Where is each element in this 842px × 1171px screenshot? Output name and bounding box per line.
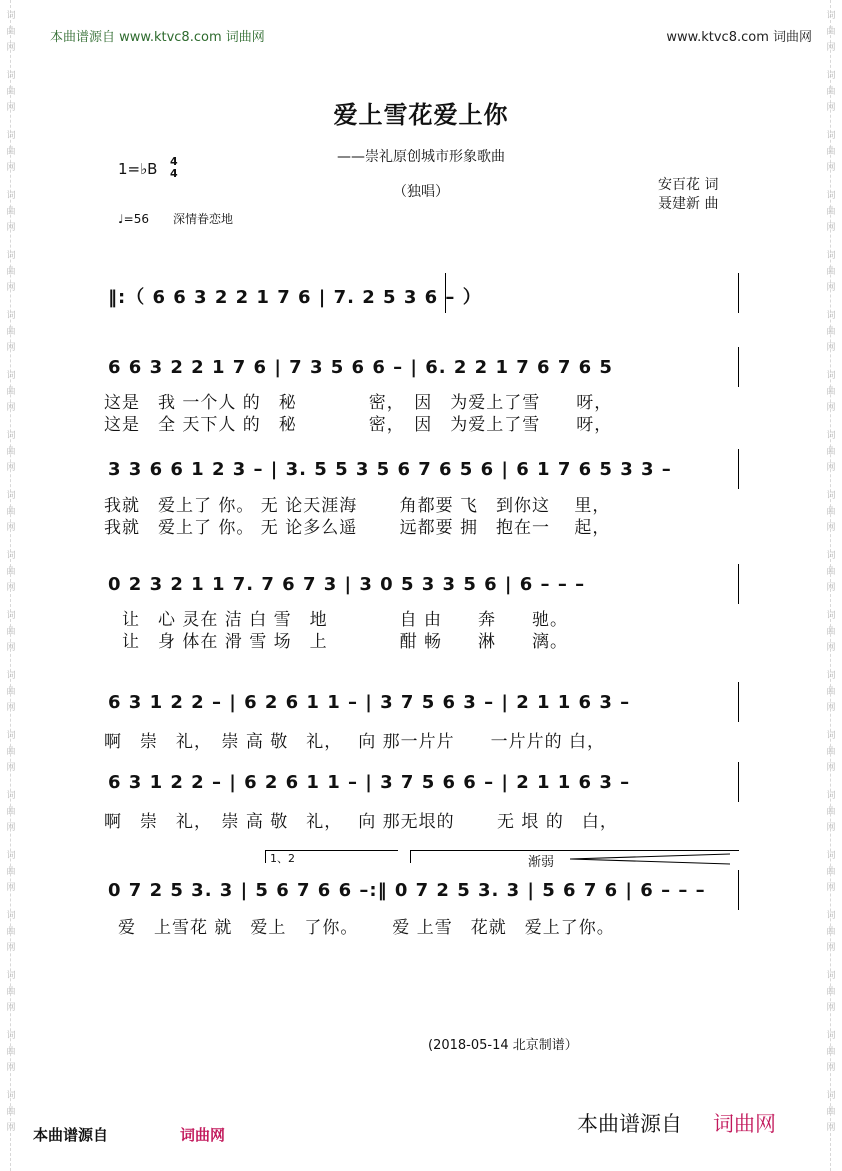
watermark-char: 网 (826, 583, 836, 593)
watermark-char: 词 (6, 131, 16, 141)
watermark-char: 曲 (826, 987, 836, 997)
watermark-char: 曲 (826, 507, 836, 517)
watermark-char: 曲 (826, 927, 836, 937)
watermark-char: 网 (826, 823, 836, 833)
watermark-char: 网 (6, 583, 16, 593)
watermark-char: 网 (6, 343, 16, 353)
date-note: (2018-05-14 北京制谱） (428, 1038, 578, 1053)
watermark-char: 曲 (6, 807, 16, 817)
watermark-char: 词 (6, 251, 16, 261)
watermark-char: 网 (826, 523, 836, 533)
watermark-char: 曲 (826, 447, 836, 457)
watermark-char: 曲 (826, 327, 836, 337)
watermark-char: 曲 (6, 1047, 16, 1057)
watermark-char: 曲 (826, 687, 836, 697)
score-row-6-lyric-1: 啊 崇 礼， 崇 高 敬 礼， 向 那无垠的 无 垠 的 白， (104, 812, 618, 832)
score-row-1-notes: ‖:（ 6 6 3 2 2 1 7 6 | 7. 2 5 3 6 – ） (108, 287, 482, 308)
barline-final (738, 870, 739, 910)
watermark-char: 词 (6, 191, 16, 201)
barline (738, 273, 739, 313)
watermark-char: 词 (826, 611, 836, 621)
watermark-char: 词 (6, 311, 16, 321)
watermark-char: 曲 (6, 987, 16, 997)
watermark-char: 网 (6, 223, 16, 233)
score-row-2-lyric-2: 这是 全 天下人 的 秘 密， 因 为爱上了雪 呀， (104, 415, 613, 435)
watermark-char: 曲 (6, 207, 16, 217)
score-row-4-lyric-2: 让 身 体在 滑 雪 场 上 酣 畅 淋 漓。 (104, 632, 569, 652)
score-row-3-notes: 3 3 6 6 1 2 3 – | 3. 5 5 3 5 6 7 6 5 6 | 6 1 7 6 5 3 3 – (108, 459, 672, 480)
watermark-char: 词 (826, 251, 836, 261)
watermark-char: 网 (826, 1063, 836, 1073)
watermark-char: 曲 (6, 927, 16, 937)
watermark-char: 曲 (826, 567, 836, 577)
watermark-char: 网 (826, 43, 836, 53)
watermark-char: 网 (826, 943, 836, 953)
watermark-char: 曲 (826, 807, 836, 817)
watermark-char: 词 (826, 431, 836, 441)
footer-left-site-link[interactable]: 词曲网 (180, 1126, 226, 1144)
watermark-char: 网 (826, 163, 836, 173)
watermark-char: 网 (826, 883, 836, 893)
watermark-char: 曲 (6, 1107, 16, 1117)
watermark-char: 曲 (6, 867, 16, 877)
watermark-char: 曲 (6, 327, 16, 337)
watermark-char: 网 (826, 463, 836, 473)
watermark-char: 网 (6, 703, 16, 713)
watermark-char: 网 (826, 223, 836, 233)
watermark-char: 曲 (826, 867, 836, 877)
watermark-char: 曲 (6, 447, 16, 457)
watermark-char: 网 (6, 763, 16, 773)
watermark-char: 曲 (826, 147, 836, 157)
watermark-char: 词 (6, 491, 16, 501)
barline (738, 762, 739, 802)
time-sig-top: 4 (170, 155, 178, 168)
watermark-char: 网 (6, 823, 16, 833)
watermark-char: 曲 (6, 87, 16, 97)
time-signature (170, 156, 178, 180)
watermark-char: 曲 (826, 387, 836, 397)
watermark-char: 曲 (6, 27, 16, 37)
score-row-2-notes: 6 6 3 2 2 1 7 6 | 7 3 5 6 6 – | 6. 2 2 1 7 6 7 6 5 (108, 357, 613, 378)
watermark-char: 网 (826, 1003, 836, 1013)
watermark-char: 词 (6, 1091, 16, 1101)
watermark-char: 词 (826, 1031, 836, 1041)
watermark-char: 网 (6, 883, 16, 893)
footer-left-source: 本曲谱源自 (33, 1126, 109, 1144)
watermark-char: 词 (826, 671, 836, 681)
watermark-char: 词 (6, 371, 16, 381)
watermark-char: 网 (826, 343, 836, 353)
watermark-char: 词 (826, 131, 836, 141)
score-row-5-notes: 6 3 1 2 2 – | 6 2 6 1 1 – | 3 7 5 6 3 – | 2 1 1 6 3 – (108, 692, 631, 713)
watermark-char: 词 (826, 311, 836, 321)
watermark-char: 曲 (6, 507, 16, 517)
watermark-char: 词 (6, 731, 16, 741)
watermark-char: 词 (6, 1031, 16, 1041)
lyricist-credit: 安百花 词 (658, 177, 719, 193)
right-watermark-strip (820, 0, 842, 1171)
watermark-char: 词 (6, 611, 16, 621)
watermark-char: 网 (6, 1123, 16, 1133)
barline (738, 347, 739, 387)
dynamic-marking: 渐弱 (528, 855, 555, 870)
watermark-char: 曲 (826, 627, 836, 637)
time-sig-bottom: 4 (170, 167, 178, 180)
watermark-char: 网 (826, 703, 836, 713)
score-row-4-notes: 0 2 3 2 1 1 7. 7 6 7 3 | 3 0 5 3 3 5 6 | 6 – – – (108, 574, 586, 595)
watermark-char: 曲 (826, 87, 836, 97)
watermark-char: 曲 (6, 147, 16, 157)
watermark-char: 词 (6, 431, 16, 441)
key-signature: 1=♭B (118, 160, 158, 178)
watermark-char: 词 (826, 731, 836, 741)
watermark-char: 词 (826, 971, 836, 981)
watermark-char: 网 (826, 283, 836, 293)
watermark-char: 词 (826, 491, 836, 501)
watermark-char: 词 (826, 791, 836, 801)
header-source-right[interactable]: www.ktvc8.com 词曲网 (666, 30, 812, 45)
watermark-char: 词 (826, 851, 836, 861)
watermark-char: 曲 (826, 1047, 836, 1057)
watermark-char: 网 (6, 103, 16, 113)
watermark-char: 网 (6, 43, 16, 53)
watermark-char: 曲 (6, 387, 16, 397)
score-row-2-lyric-1: 这是 我 一个人 的 秘 密， 因 为爱上了雪 呀， (104, 393, 613, 413)
watermark-char: 曲 (6, 567, 16, 577)
watermark-char: 网 (6, 643, 16, 653)
score-row-7-notes: 0 7 2 5 3. 3 | 5 6 7 6 6 –:‖ 0 7 2 5 3. 3 | 5 6 7 6 | 6 – – – (108, 880, 706, 901)
watermark-char: 网 (826, 103, 836, 113)
score-row-6-notes: 6 3 1 2 2 – | 6 2 6 1 1 – | 3 7 5 6 6 – | 2 1 1 6 3 – (108, 772, 631, 793)
barline (738, 564, 739, 604)
watermark-char: 词 (826, 551, 836, 561)
score-row-4-lyric-1: 让 心 灵在 洁 白 雪 地 自 由 奔 驰。 (104, 610, 569, 630)
watermark-char: 网 (6, 943, 16, 953)
score-row-3-lyric-2: 我就 爱上了 你。 无 论多么遥 远都要 拥 抱在一 起， (104, 518, 611, 538)
watermark-char: 网 (6, 163, 16, 173)
watermark-char: 词 (6, 911, 16, 921)
tempo-marking: ♩=56 深情眷恋地 (118, 212, 233, 226)
song-subtitle: ——崇礼原创城市形象歌曲 (337, 149, 505, 165)
watermark-char: 网 (826, 763, 836, 773)
barline (738, 449, 739, 489)
watermark-char: 词 (826, 191, 836, 201)
watermark-char: 词 (6, 671, 16, 681)
watermark-char: 网 (6, 1003, 16, 1013)
watermark-char: 词 (6, 11, 16, 21)
watermark-char: 曲 (6, 267, 16, 277)
watermark-char: 词 (826, 911, 836, 921)
watermark-char: 网 (6, 283, 16, 293)
header-source-left[interactable]: 本曲谱源自 www.ktvc8.com 词曲网 (50, 30, 265, 45)
song-title: 爱上雪花爱上你 (333, 101, 509, 129)
watermark-char: 词 (6, 851, 16, 861)
watermark-char: 网 (826, 403, 836, 413)
watermark-char: 曲 (826, 747, 836, 757)
barline (445, 273, 446, 313)
watermark-char: 词 (826, 11, 836, 21)
watermark-char: 曲 (826, 207, 836, 217)
watermark-char: 网 (826, 643, 836, 653)
performance-type: （独唱） (393, 184, 449, 200)
watermark-char: 词 (826, 371, 836, 381)
left-watermark-strip (0, 0, 22, 1171)
watermark-char: 曲 (6, 747, 16, 757)
score-row-7-lyric-1: 爱 上雪花 就 爱上 了你。 爱 上雪 花就 爱上了你。 (118, 918, 615, 938)
barline (738, 682, 739, 722)
watermark-char: 词 (826, 1091, 836, 1101)
watermark-char: 网 (826, 1123, 836, 1133)
watermark-char: 词 (6, 551, 16, 561)
score-row-3-lyric-1: 我就 爱上了 你。 无 论天涯海 角都要 飞 到你这 里， (104, 496, 611, 516)
footer-right-site-link[interactable]: 词曲网 (713, 1112, 776, 1136)
composer-credit: 聂建新 曲 (658, 196, 719, 212)
watermark-char: 网 (6, 523, 16, 533)
watermark-char: 词 (6, 71, 16, 81)
watermark-char: 曲 (826, 27, 836, 37)
watermark-char: 曲 (6, 627, 16, 637)
footer-right-source: 本曲谱源自 (577, 1112, 682, 1136)
watermark-char: 曲 (6, 687, 16, 697)
watermark-char: 网 (6, 463, 16, 473)
watermark-char: 曲 (826, 267, 836, 277)
watermark-char: 词 (6, 791, 16, 801)
watermark-char: 词 (826, 71, 836, 81)
watermark-char: 曲 (826, 1107, 836, 1117)
watermark-char: 词 (6, 971, 16, 981)
score-row-5-lyric-1: 啊 崇 礼， 崇 高 敬 礼， 向 那一片片 一片片的 白， (104, 732, 606, 752)
volta-label: 1、2 (270, 852, 295, 865)
watermark-char: 网 (6, 403, 16, 413)
watermark-char: 网 (6, 1063, 16, 1073)
decrescendo-wedge (570, 852, 730, 866)
